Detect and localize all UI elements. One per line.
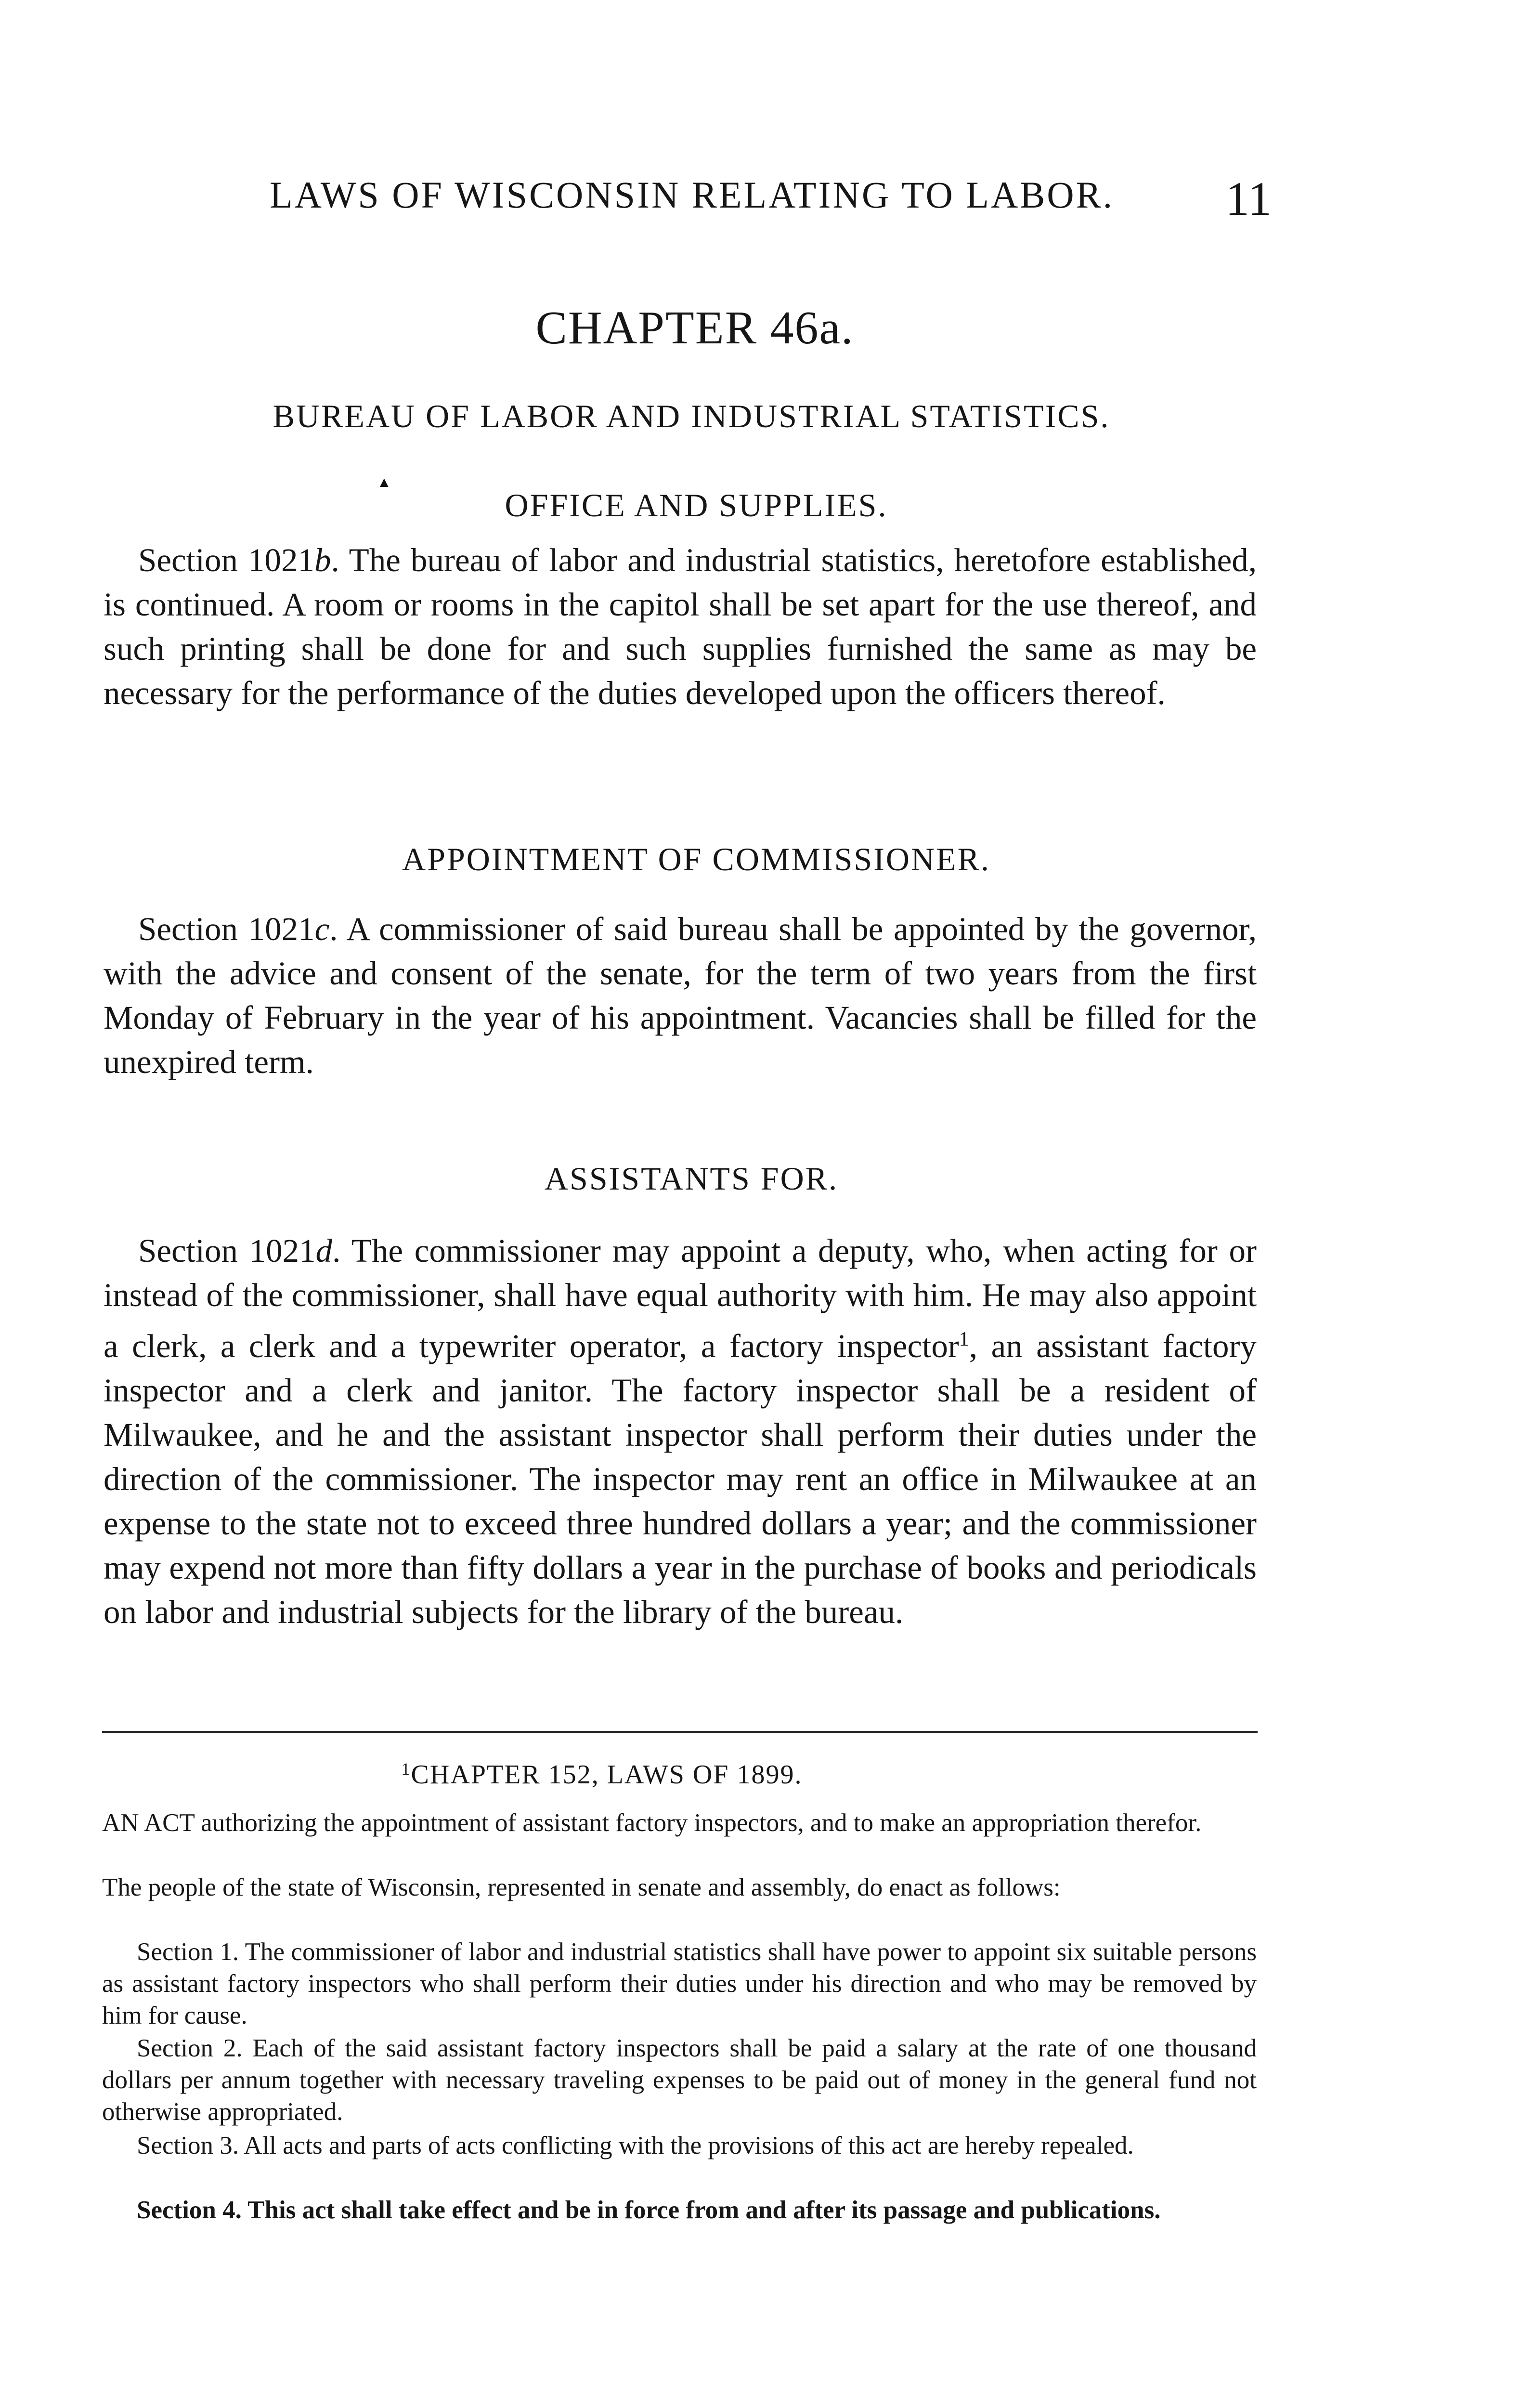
section-body: . The bureau of labor and industrial statistics, heretofore established, is continued. A room or rooms in the capitol shall be set apart for the use thereof, and such printing shall be done for and such supplies furnished the same as may be necessary for the performance of the duties developed upon the officers thereof.: [104, 542, 1257, 711]
section-heading-assistants: ASSISTANTS FOR.: [544, 1160, 839, 1197]
section-letter: b: [314, 542, 331, 578]
footnote-heading: [0, 1759, 1204, 1790]
section-1021b-text: [104, 538, 1257, 715]
footnote-heading-text: CHAPTER 152, LAWS OF 1899.: [411, 1760, 803, 1790]
section-body: . The commissioner may appoint a deputy, who, when acting for or instead of the commissioner, shall have equal authority with him. He may also appoint a clerk, a clerk and a typewriter operator, a factory inspector: [104, 1232, 1257, 1364]
section-letter: c: [314, 911, 330, 947]
footnote-divider: [102, 1731, 1258, 1733]
footnote-section-4: Section 4. This act shall take effect and be in force from and after its passage and publications.: [137, 2196, 1161, 2224]
footnote-reference: 1: [959, 1328, 969, 1350]
section-prefix: Section 1021: [138, 1232, 316, 1269]
chapter-subtitle: BUREAU OF LABOR AND INDUSTRIAL STATISTICS.: [273, 398, 1110, 434]
section-heading-office: OFFICE AND SUPPLIES.: [505, 487, 888, 523]
section-body-continued: , an assistant factory inspector and a clerk and janitor. The factory inspector shall be a resident of Milwaukee, and he and the assistant inspector shall perform their duties under the direction of the commissioner. The inspector may rent an office in Milwaukee at an expense to the state not to exceed three hundred dollars a year; and the commissioner may expend not more than fifty dollars a year in the purchase of books and periodicals on labor and industrial subjects for the library of the bureau.: [104, 1328, 1257, 1630]
footnote-enacting-clause: The people of the state of Wisconsin, represented in senate and assembly, do enact as follows:: [102, 1873, 1061, 1901]
section-prefix: Section 1021: [138, 542, 315, 578]
chapter-title: CHAPTER 46a.: [535, 302, 854, 354]
running-head: LAWS OF WISCONSIN RELATING TO LABOR.: [270, 174, 1115, 216]
section-1021d-text: [104, 1229, 1257, 1634]
section-heading-appointment: APPOINTMENT OF COMMISSIONER.: [402, 841, 990, 877]
footnote-marker: 1: [401, 1759, 411, 1779]
section-letter: d: [315, 1232, 333, 1269]
page-number: 11: [1225, 172, 1272, 225]
print-mark: ▲: [377, 474, 391, 490]
footnote-section-3: Section 3. All acts and parts of acts conflicting with the provisions of this act are hereby repealed.: [137, 2132, 1134, 2159]
section-1021c-text: [104, 907, 1257, 1084]
footnote-section-1: Section 1. The commissioner of labor and industrial statistics shall have power to appoint six suitable persons as assistant factory inspectors who shall perform their duties under his direction and who may be removed by him for cause.: [102, 1938, 1257, 2029]
section-prefix: Section 1021: [138, 911, 315, 947]
section-body: . A commissioner of said bureau shall be appointed by the governor, with the advice and consent of the senate, for the term of two years from the first Monday of February in the year of his appointment. Vacancies shall be filled for the unexpired term.: [104, 911, 1257, 1080]
footnote-act-title: AN ACT authorizing the appointment of assistant factory inspectors, and to make an appropriation therefor.: [102, 1809, 1202, 1837]
footnote-section-2: Section 2. Each of the said assistant factory inspectors shall be paid a salary at the rate of one thousand dollars per annum together with necessary traveling expenses to be paid out of money in the general fund not otherwise appropriated.: [102, 2034, 1257, 2126]
